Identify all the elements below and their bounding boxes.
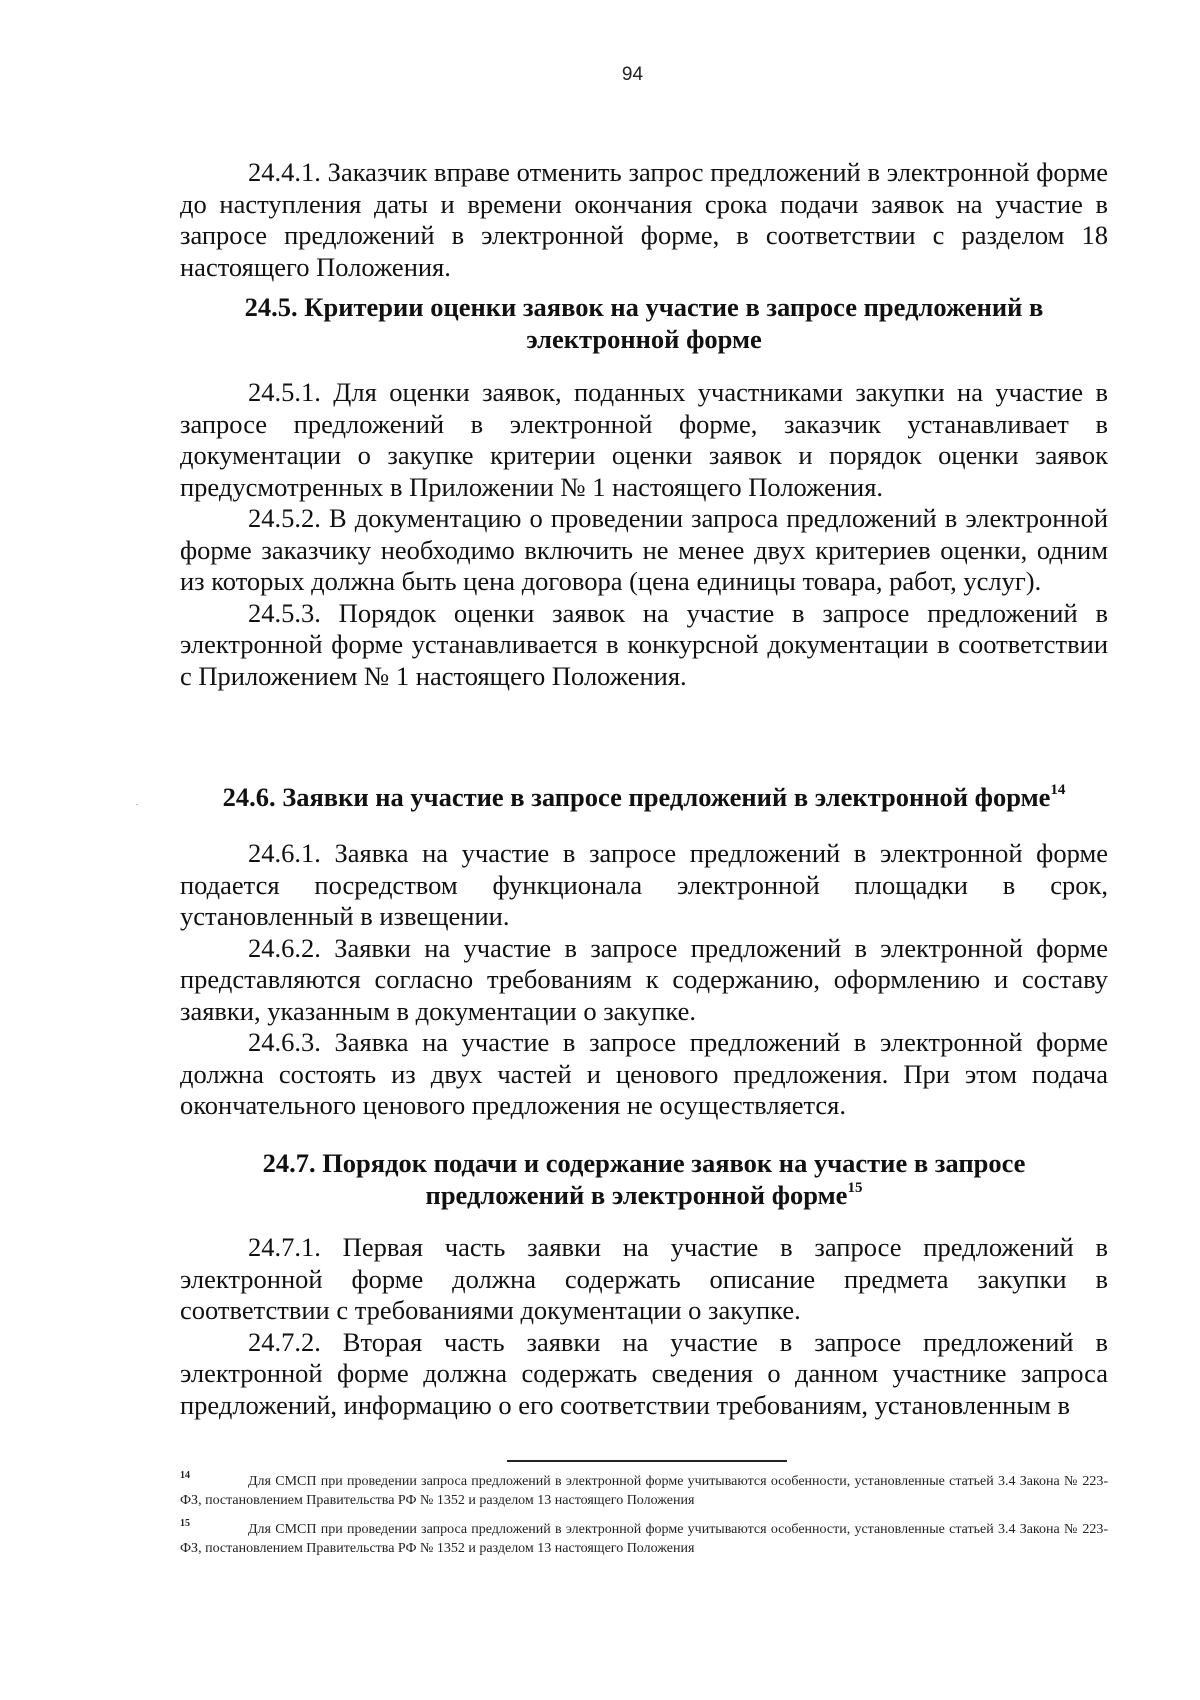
scan-speck: [136, 804, 138, 805]
paragraph-24-7-1: 24.7.1. Первая часть заявки на участие в запросе предложений в электронной форме должна содержать описание предмета закупки в соответствии с требованиями документации о закупке.: [180, 1232, 1108, 1325]
paragraph-24-4-1: 24.4.1. Заказчик вправе отменить запрос предложений в электронной форме до наступления даты и времени окончания срока подачи заявок на участие в запросе предложений в электронной форме, в соответствии с разделом 18 настоящего Положения.: [180, 157, 1108, 282]
section-24-7-body: [180, 1232, 1108, 1421]
heading-24-6-text: 24.6. Заявки на участие в запросе предложений в электронной форме: [222, 782, 1051, 812]
paragraph-24-6-2: 24.6.2. Заявки на участие в запросе предложений в электронной форме представляются согласно требованиям к содержанию, оформлению и составу заявки, указанным в документации о закупке.: [180, 932, 1108, 1026]
section-24-5-body: [180, 377, 1108, 692]
heading-24-7-line2-text: предложений в электронной форме: [425, 1179, 848, 1210]
page-number: 94: [621, 64, 644, 85]
heading-24-7-line2: [180, 1180, 1108, 1212]
footnote-14: [180, 1470, 1108, 1510]
section-24-7-heading: [180, 1148, 1108, 1211]
section-24-4-1: [180, 157, 1108, 283]
section-24-5-heading: [180, 292, 1108, 355]
paragraph-24-5-2: 24.5.2. В документацию о проведении запроса предложений в электронной форме заказчику необходимо включить не менее двух критериев оценки, одним из которых должна быть цена договора (цена единицы товара, работ, услуг).: [180, 503, 1108, 596]
paragraph-24-5-3: 24.5.3. Порядок оценки заявок на участие в запросе предложений в электронной форме устанавливается в конкурсной документации в соответствии с Приложением № 1 настоящего Положения.: [180, 597, 1108, 691]
heading-24-6: [180, 782, 1108, 814]
paragraph-24-6-3: 24.6.3. Заявка на участие в запросе предложений в электронной форме должна состоять из двух частей и ценового предложения. При этом подача окончательного ценового предложения не осуществляется.: [180, 1027, 1108, 1120]
footnote-ref-15: 15: [847, 1179, 863, 1196]
paragraph-24-5-1: 24.5.1. Для оценки заявок, поданных участниками закупки на участие в запросе предложений в электронной форме, заказчик устанавливает в документации о закупке критерии оценки заявок и порядок оценки заявок предусмотренных в Приложении № 1 настоящего Положения.: [180, 377, 1108, 502]
footnote-14-mark: 14: [180, 1470, 190, 1481]
heading-24-5-line1: 24.5. Критерии оценки заявок на участие в запросе предложений в: [244, 292, 1044, 322]
heading-24-7-line1: 24.7. Порядок подачи и содержание заявок на участие в запросе: [262, 1148, 1026, 1178]
footnote-15-text: Для СМСП при проведении запроса предложений в электронной форме учитываются особенности, установленные статьей 3.4 Закона № 223-ФЗ, постановлением Правительства РФ № 1352 и разделом 13 настоящего Положения: [180, 1522, 1108, 1556]
heading-24-5-line2: электронной форме: [526, 323, 762, 354]
footnote-separator: [507, 1460, 787, 1462]
footnote-14-text: Для СМСП при проведении запроса предложений в электронной форме учитываются особенности, установленные статьей 3.4 Закона № 223-ФЗ, постановлением Правительства РФ № 1352 и разделом 13 настоящего Положения: [180, 1474, 1108, 1508]
paragraph-24-6-1: 24.6.1. Заявка на участие в запросе предложений в электронной форме подается посредством функционала электронной площадки в срок, установленный в извещении.: [180, 838, 1108, 931]
footnote-15-mark: 15: [180, 1518, 190, 1529]
footnote-15: [180, 1518, 1108, 1558]
section-24-6-body: [180, 838, 1108, 1122]
paragraph-24-7-2: 24.7.2. Вторая часть заявки на участие в запросе предложений в электронной форме должна содержать сведения о данном участнике запроса предложений, информацию о его соответствии требованиям, установленным в: [180, 1326, 1108, 1420]
footnote-ref-14: 14: [1050, 782, 1066, 798]
section-24-6-heading: [180, 782, 1108, 814]
